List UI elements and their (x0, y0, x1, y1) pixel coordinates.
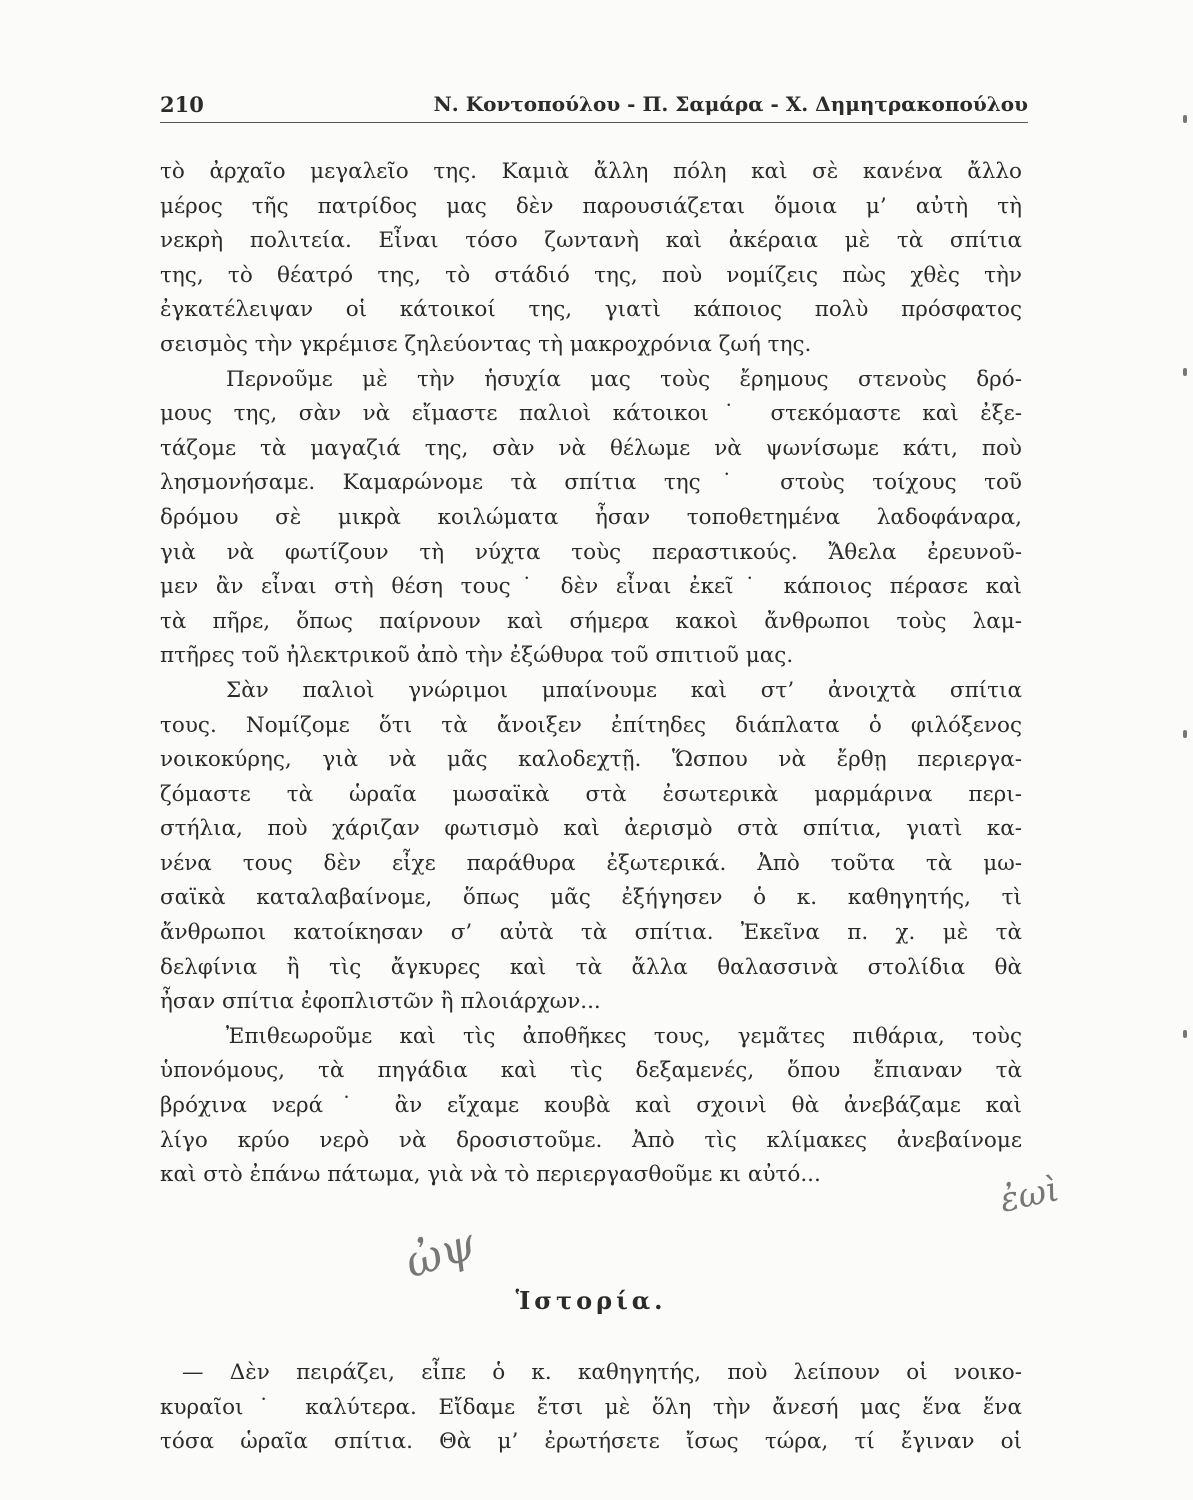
text-line: λησμονήσαμε. Καμαρώνομε τὰ σπίτια της˙ στοὺς τοίχους τοῦ (160, 470, 1022, 496)
text-line: κυραῖοι˙ καλύτερα. Εἴδαμε ἔτσι μὲ ὅλη τὴν ἄνεσή μας ἕνα ἕνα (160, 1394, 1022, 1420)
edge-speck (1183, 368, 1187, 376)
text-line: ὑπονόμους, τὰ πηγάδια καὶ τὶς δεξαμενές, ὅπου ἔπιαναν τὰ (160, 1058, 1022, 1084)
handwritten-mark-right: ἐωὶ (996, 1169, 1063, 1221)
text-line: τάζομε τὰ μαγαζιά της, σὰν νὰ θέλωμε νὰ ψωνίσωμε κάτι, ποὺ (160, 435, 1022, 461)
text-line: γιὰ νὰ φωτίζουν τὴ νύχτα τοὺς περαστικούς. Ἄθελα ἐρευνοῦ- (160, 539, 1022, 565)
text-line: λίγο κρύο νερὸ νὰ δροσιστοῦμε. Ἀπὸ τὶς κλίμακες ἀνεβαίνομε (160, 1127, 1022, 1153)
text-line: μους της, σὰν νὰ εἴμαστε παλιοὶ κάτοικοι˙ στεκόμαστε καὶ ἐξε- (160, 401, 1022, 427)
text-line: νένα τους δὲν εἶχε παράθυρα ἐξωτερικά. Ἀπὸ τοῦτα τὰ μω- (160, 850, 1022, 876)
text-line: δελφίνια ἢ τὶς ἄγκυρες καὶ τὰ ἄλλα θαλασσινὰ στολίδια θὰ (160, 954, 1022, 980)
text-line: Σὰν παλιοὶ γνώριμοι μπαίνουμε καὶ στ’ ἀνοιχτὰ σπίτια (226, 677, 1022, 703)
text-line: σεισμὸς τὴν γκρέμισε ζηλεύοντας τὴ μακροχρόνια ζωή της. (160, 331, 812, 357)
page-header (160, 92, 1028, 123)
text-line: ζόμαστε τὰ ὡραῖα μωσαϊκὰ στὰ ἐσωτερικὰ μαρμάρινα περι- (160, 781, 1022, 807)
page-number: 210 (160, 92, 204, 117)
text-line: βρόχινα νερά˙ ἂν εἴχαμε κουβὰ καὶ σχοινὶ θὰ ἀνεβάζαμε καὶ (160, 1093, 1022, 1119)
text-line: τους. Νομίζομε ὅτι τὰ ἄνοιξεν ἐπίτηδες διάπλατα ὁ φιλόξενος (160, 712, 1022, 738)
running-head: Ν. Κοντοπούλου - Π. Σαμάρα - Χ. Δημητρακοπούλου (433, 92, 1028, 116)
text-line: μεν ἂν εἶναι στὴ θέση τους˙ δὲν εἶναι ἐκεῖ˙ κάποιος πέρασε καὶ (160, 574, 1022, 600)
text-line: Περνοῦμε μὲ τὴν ἡσυχία μας τοὺς ἔρημους στενοὺς δρό- (226, 366, 1022, 392)
body-text (160, 155, 1022, 1193)
section-heading: Ἱστορία. (515, 1286, 667, 1315)
text-line: ἦσαν σπίτια ἐφοπλιστῶν ἢ πλοιάρχων... (160, 989, 601, 1015)
text-line: δρόμου σὲ μικρὰ κοιλώματα ἦσαν τοποθετημένα λαδοφάναρα, (160, 504, 1022, 530)
text-line: τὰ πῆρε, ὅπως παίρνουν καὶ σήμερα κακοὶ ἄνθρωποι τοὺς λαμ- (160, 608, 1022, 634)
text-line: νοικοκύρης, γιὰ νὰ μᾶς καλοδεχτῇ. Ὥσπου νὰ ἔρθῃ περιεργα- (160, 747, 1022, 773)
edge-speck (1183, 730, 1187, 738)
text-line: ἐγκατέλειψαν οἱ κάτοικοί της, γιατὶ κάποιος πολὺ πρόσφατος (160, 297, 1022, 323)
text-line: νεκρὴ πολιτεία. Εἶναι τόσο ζωντανὴ καὶ ἀκέραια μὲ τὰ σπίτια (160, 228, 1022, 254)
text-line: ἄνθρωποι κατοίκησαν σ’ αὐτὰ τὰ σπίτια. Ἐκεῖνα π. χ. μὲ τὰ (160, 920, 1022, 946)
section-text (160, 1356, 1022, 1460)
text-line: τόσα ὡραῖα σπίτια. Θὰ μ’ ἐρωτήσετε ἴσως τώρα, τί ἔγιναν οἱ (160, 1429, 1022, 1455)
text-line: Ἐπιθεωροῦμε καὶ τὶς ἀποθῆκες τους, γεμᾶτες πιθάρια, τοὺς (226, 1023, 1022, 1049)
text-line: σαϊκὰ καταλαβαίνομε, ὅπως μᾶς ἐξήγησεν ὁ κ. καθηγητής, τὶ (160, 885, 1022, 911)
text-line: μέρος τῆς πατρίδος μας δὲν παρουσιάζεται ὅμοια μ’ αὐτὴ τὴ (160, 193, 1022, 219)
handwritten-mark-left: ὠψ (398, 1218, 482, 1289)
edge-speck (1183, 115, 1187, 123)
edge-speck (1183, 1030, 1187, 1038)
text-line: στήλια, ποὺ χάριζαν φωτισμὸ καὶ ἀερισμὸ στὰ σπίτια, γιατὶ κα- (160, 816, 1022, 842)
text-line: — Δὲν πειράζει, εἶπε ὁ κ. καθηγητής, ποὺ λείπουν οἱ νοικο- (182, 1360, 1022, 1385)
text-line: πτῆρες τοῦ ἠλεκτρικοῦ ἀπὸ τὴν ἐξώθυρα τοῦ σπιτιοῦ μας. (160, 643, 794, 669)
text-line: καὶ στὸ ἐπάνω πάτωμα, γιὰ νὰ τὸ περιεργασθοῦμε κι αὐτό... (160, 1162, 821, 1188)
text-line: της, τὸ θέατρό της, τὸ στάδιό της, ποὺ νομίζεις πὼς χθὲς τὴν (160, 262, 1022, 288)
text-line: τὸ ἀρχαῖο μεγαλεῖο της. Καμιὰ ἄλλη πόλη καὶ σὲ κανένα ἄλλο (160, 159, 1022, 184)
